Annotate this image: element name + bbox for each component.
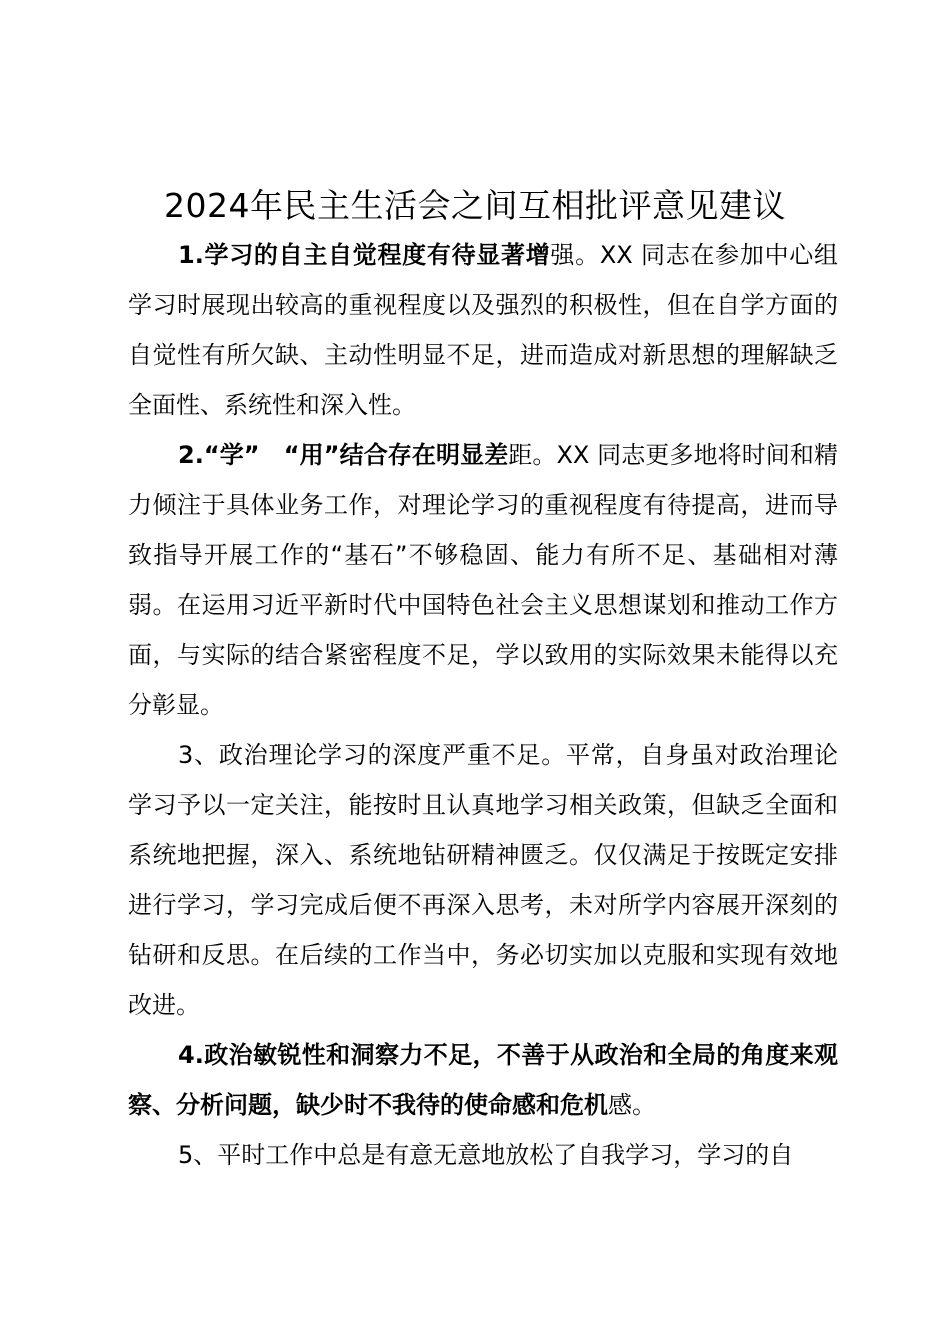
paragraph-3-text: 3、政治理论学习的深度严重不足。平常，自身虽对政治理论学习予以一定关注，能按时且认真地学习相关政策，但缺乏全面和系统地把握，深入、系统地钻研精神匮乏。仅仅满足于按既定安排进行学习，学习完成后便不再深入思考，未对所学内容展开深刻的钻研和反思。在后续的工作当中，务必切实加以克服和实现有效地改进。 (128, 741, 838, 1019)
paragraph-5-text: 5、平时工作中总是有意无意地放松了自我学习，学习的自 (178, 1141, 794, 1169)
paragraph-2-heading: 2.“学” “用”结合存在明显差 (178, 441, 509, 469)
paragraph-2 (128, 430, 838, 730)
paragraph-4-text: 感。 (608, 1091, 656, 1119)
document-title: 2024年民主生活会之间互相批评意见建议 (164, 186, 786, 225)
paragraph-1-heading: 1.学习的自主自觉程度有待显著增 (178, 241, 551, 269)
paragraph-4-heading: 4.政治敏锐性和洞察力不足，不善于从政治和全局的角度来观察、分析问题，缺少时不我待的使命感和危机 (128, 1041, 838, 1119)
document-body (128, 230, 838, 1180)
paragraph-4 (128, 1030, 838, 1130)
paragraph-5 (128, 1130, 838, 1180)
paragraph-3 (128, 730, 838, 1030)
paragraph-1-text: 强。XX 同志在参加中心组学习时展现出较高的重视程度以及强烈的积极性，但在自学方面的自觉性有所欠缺、主动性明显不足，进而造成对新思想的理解缺乏全面性、系统性和深入性。 (128, 241, 838, 419)
paragraph-1 (128, 230, 838, 430)
paragraph-2-text: 距。XX 同志更多地将时间和精力倾注于具体业务工作，对理论学习的重视程度有待提高，进而导致指导开展工作的“基石”不够稳固、能力有所不足、基础相对薄弱。在运用习近平新时代中国特色社会主义思想谋划和推动工作方面，与实际的结合紧密程度不足，学以致用的实际效果未能得以充分彰显。 (128, 441, 838, 719)
